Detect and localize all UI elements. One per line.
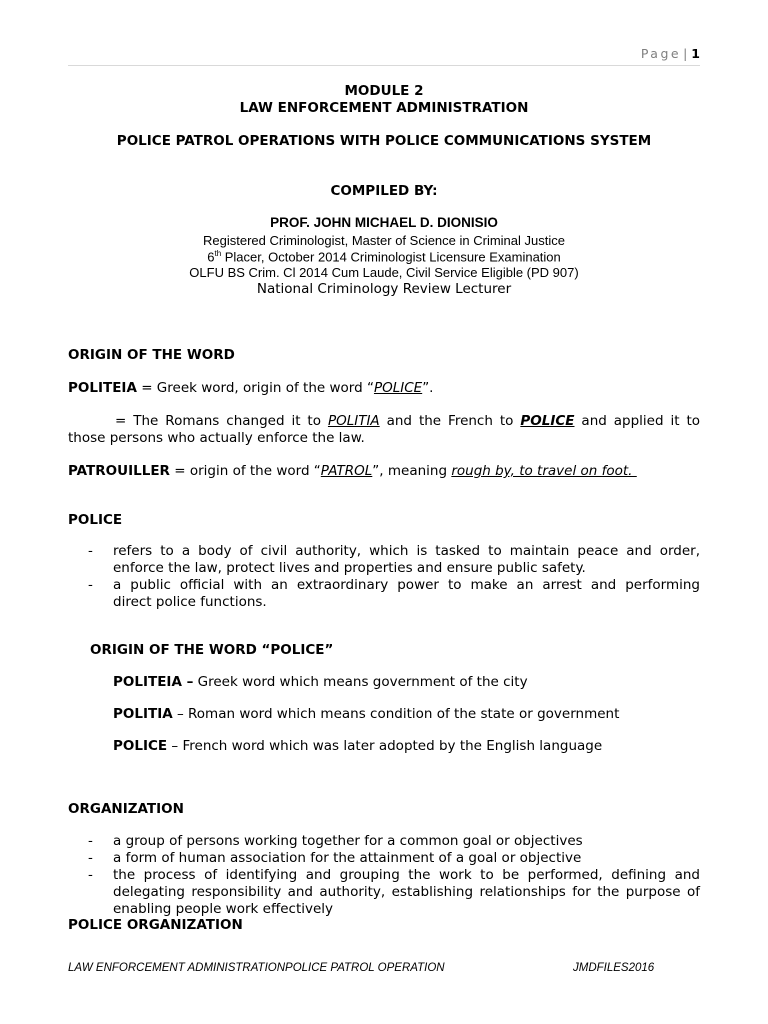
compiled-by-label: COMPILED BY: (330, 183, 438, 199)
section-heading-police-organization: POLICE ORGANIZATION (68, 917, 243, 933)
police-item-2-line1: a public official with an extraordinary power to make an arrest and performing (113, 577, 700, 593)
section-heading-organization: ORGANIZATION (68, 801, 184, 817)
module-title: MODULE 2 (344, 83, 424, 99)
politeia-paragraph: POLITEIA = Greek word, origin of the word “POLICE”. (68, 380, 434, 396)
section-heading-origin: ORIGIN OF THE WORD (68, 347, 235, 363)
footer-left: LAW ENFORCEMENT ADMINISTRATIONPOLICE PATROL OPERATION (68, 962, 445, 974)
romans-paragraph-line1: = The Romans changed it to POLITIA and the French to POLICE and applied it to (115, 413, 701, 429)
course-title: LAW ENFORCEMENT ADMINISTRATION (239, 100, 529, 116)
organization-item-3-line1: the process of identifying and grouping the work to be performed, defining and (113, 867, 700, 883)
origin-item-politeia: POLITEIA – Greek word which means government of the city (113, 674, 528, 690)
organization-item-3-line3: enabling people work effectively (113, 901, 334, 917)
bullet-dash: - (88, 850, 93, 866)
page-number: 1 (691, 46, 700, 61)
origin-item-police: POLICE – French word which was later adopted by the English language (113, 738, 603, 754)
police-item-1-line2: enforce the law, protect lives and properties and ensure public safety. (113, 560, 586, 576)
section-heading-police: POLICE (68, 512, 123, 528)
author-name: PROF. JOHN MICHAEL D. DIONISIO (270, 215, 498, 230)
organization-item-3-line2: delegating responsibility and authority, establishing relationships for the purpose of (113, 884, 700, 900)
police-item-2-line2: direct police functions. (113, 594, 267, 610)
author-credential-2: 6th Placer, October 2014 Criminologist Licensure Examination (207, 249, 561, 265)
bullet-dash: - (88, 867, 93, 883)
author-credential-1: Registered Criminologist, Master of Science in Criminal Justice (203, 233, 565, 248)
author-credential-3: OLFU BS Crim. Cl 2014 Cum Laude, Civil Service Eligible (PD 907) (189, 265, 579, 280)
bullet-dash: - (88, 833, 93, 849)
section-heading-origin-police: ORIGIN OF THE WORD “POLICE” (90, 642, 334, 658)
bullet-dash: - (88, 577, 93, 593)
page-header (641, 46, 700, 61)
organization-item-2: a form of human association for the attainment of a goal or objective (113, 850, 582, 866)
police-item-1-line1: refers to a body of civil authority, which is tasked to maintain peace and order, (113, 543, 700, 559)
bullet-dash: - (88, 543, 93, 559)
romans-paragraph-line2: those persons who actually enforce the law. (68, 430, 365, 446)
author-credential-4: National Criminology Review Lecturer (256, 281, 512, 297)
organization-item-1: a group of persons working together for a common goal or objectives (113, 833, 583, 849)
header-rule (68, 65, 700, 66)
footer-right: JMDFILES2016 (573, 962, 655, 974)
header-separator: | (683, 46, 688, 61)
page-label: Page (640, 46, 682, 61)
topic-title: POLICE PATROL OPERATIONS WITH POLICE COMMUNICATIONS SYSTEM (116, 133, 652, 149)
patrouiller-paragraph: PATROUILLER = origin of the word “PATROL”, meaning rough by, to travel on foot. (68, 463, 637, 479)
origin-item-politia: POLITIA – Roman word which means condition of the state or government (113, 706, 620, 722)
